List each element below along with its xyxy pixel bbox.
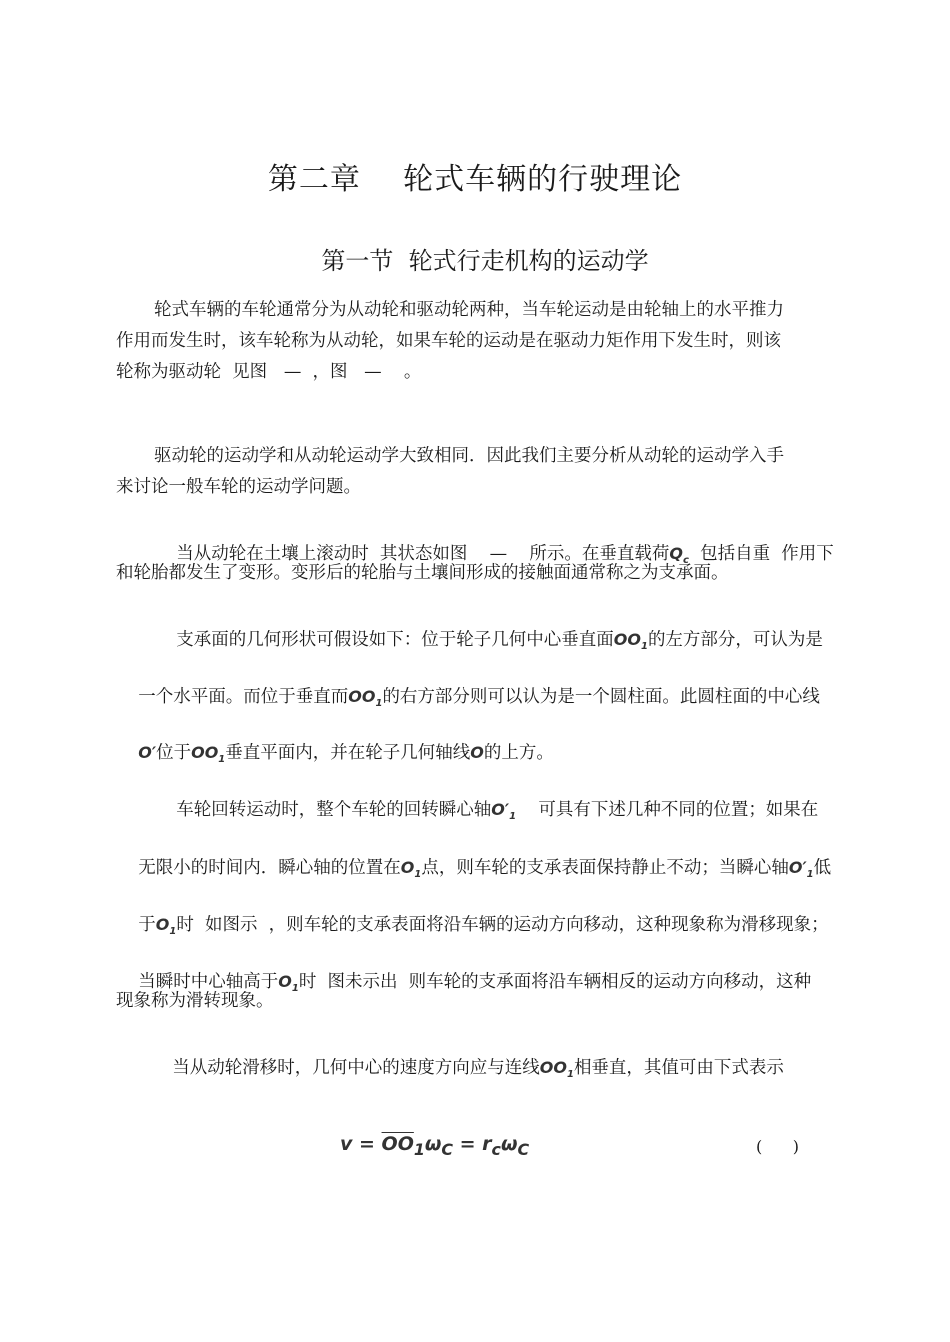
paragraph-3-line-1: [154, 518, 834, 567]
math-subscript: 1: [509, 811, 517, 823]
math-subscript: 1: [806, 869, 814, 881]
paragraph-2-line-2: 来讨论一般车轮的运动学问题。: [116, 477, 361, 497]
math-O1-prime: [788, 858, 814, 881]
math-subscript: 1: [414, 869, 422, 881]
text-segment: 垂直平面内，并在轮子几何轴线: [225, 743, 471, 763]
paragraph-5-line-5: 现象称为滑转现象。: [116, 991, 274, 1011]
text-segment: 当从动轮滑移时，几何中心的速度方向应与连线: [172, 1058, 540, 1078]
paragraph-1-line-3: 轮称为驱动轮 见图 — ，图 — 。: [116, 362, 422, 382]
paragraph-1-line-1: 轮式车辆的车轮通常分为从动轮和驱动轮两种，当车轮运动是由轮轴上的水平推力: [154, 300, 784, 320]
text-segment: 低: [813, 858, 832, 878]
paragraph-3-line-2: 和轮胎都发生了变形。变形后的轮胎与土壤间形成的接触面通常称之为支承面。: [116, 563, 729, 583]
math-O1: [278, 972, 299, 995]
formula-omega: ω: [500, 1133, 518, 1155]
formula-sub: C: [517, 1139, 530, 1159]
paragraph-2-line-1: 驱动轮的运动学和从动轮运动学大致相同．因此我们主要分析从动轮的运动学入手: [154, 446, 784, 466]
formula-omega: ω: [424, 1133, 442, 1155]
text-segment: 车轮回转运动时，整个车轮的回转瞬心轴: [176, 800, 492, 820]
text-segment: 于: [138, 915, 156, 935]
formula-sub: C: [441, 1139, 454, 1159]
velocity-formula: [340, 1133, 529, 1159]
math-symbol: O: [155, 915, 170, 934]
math-Oprime: O′: [138, 743, 157, 762]
text-segment: 包括自重 作用下: [688, 544, 834, 564]
paragraph-5-line-1: [154, 774, 819, 823]
formula-sub: 1: [413, 1139, 425, 1159]
math-symbol: OO: [348, 687, 376, 706]
text-segment: 的左方部分，可认为是: [647, 630, 823, 650]
math-OO1: [348, 687, 383, 710]
math-subscript: 1: [566, 1069, 574, 1081]
math-symbol: O: [400, 858, 415, 877]
math-O1-prime: [491, 800, 517, 823]
text-segment: 的右方部分则可以认为是一个圆柱面。此圆柱面的中心线: [382, 687, 820, 707]
math-symbol: O′: [788, 858, 807, 877]
paragraph-6-line-1: [150, 1032, 784, 1081]
math-subscript: c: [683, 555, 689, 567]
text-segment: 点，则车轮的支承表面保持静止不动；当瞬心轴: [421, 858, 789, 878]
text-segment: 时 图未示出 则车轮的支承面将沿车辆相反的运动方向移动，这种: [298, 972, 812, 992]
paragraph-4-line-2: [116, 661, 820, 710]
section-title: 第一节 轮式行走机构的运动学: [321, 247, 649, 275]
text-segment: 相垂直，其值可由下式表示: [573, 1058, 784, 1078]
paragraph-5-line-3: [116, 889, 829, 938]
text-segment: 支承面的几何形状可假设如下：位于轮子几何中心垂直面: [176, 630, 614, 650]
math-OO1: [191, 743, 226, 766]
math-O1: [400, 858, 422, 881]
math-subscript: 1: [375, 698, 383, 710]
chapter-title: 第二章 轮式车辆的行驶理论: [267, 162, 683, 197]
equation-number: ( ): [756, 1137, 799, 1156]
paragraph-4-line-1: [154, 604, 823, 653]
formula-lhs: v =: [340, 1133, 382, 1155]
math-symbol: OO: [613, 630, 641, 649]
text-segment: 一个水平面。而位于垂直而: [138, 687, 349, 707]
math-OO1: [539, 1058, 574, 1081]
text-segment: 时 如图示 ，则车轮的支承表面将沿车辆的运动方向移动，这种现象称为滑移现象；: [176, 915, 829, 935]
math-subscript: 1: [218, 754, 226, 766]
formula-oo: $\overline{OO}$: [381, 1133, 414, 1155]
formula-sub: c: [491, 1139, 501, 1159]
text-segment: 当瞬时中心轴高于: [138, 972, 279, 992]
math-subscript: 1: [169, 926, 177, 938]
math-O: O: [470, 743, 484, 762]
math-symbol: Q: [669, 544, 684, 563]
paragraph-4-line-3: [116, 717, 554, 766]
math-subscript: 1: [640, 641, 648, 653]
text-segment: 的上方。: [483, 743, 554, 763]
math-OO1: [613, 630, 648, 653]
text-segment: 当从动轮在土壤上滚动时 其状态如图 — 所示。在垂直载荷: [176, 544, 670, 564]
math-symbol: O′: [491, 800, 510, 819]
math-subscript: 1: [291, 983, 299, 995]
text-segment: 可具有下述几种不同的位置；如果在: [516, 800, 819, 820]
formula-mid: = r: [453, 1133, 492, 1155]
paragraph-5-line-2: [116, 832, 832, 881]
math-O1: [155, 915, 177, 938]
math-symbol: O: [278, 972, 292, 991]
text-segment: 位于: [156, 743, 192, 763]
text-segment: 无限小的时间内．瞬心轴的位置在: [138, 858, 401, 878]
math-symbol: OO: [191, 743, 219, 762]
paragraph-5-line-4: [116, 946, 812, 995]
math-symbol: OO: [539, 1058, 567, 1077]
paragraph-1-line-2: 作用而发生时，该车轮称为从动轮，如果车轮的运动是在驱动力矩作用下发生时，则该: [116, 331, 781, 351]
